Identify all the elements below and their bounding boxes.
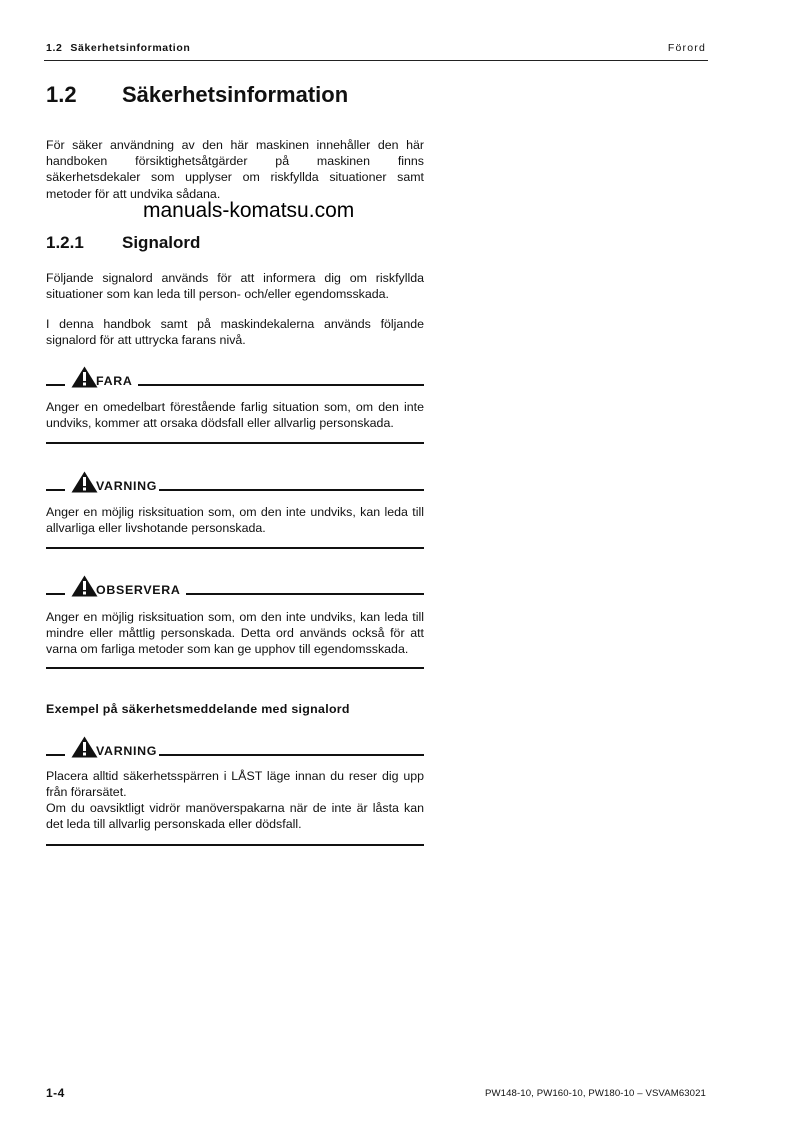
signal-line-right xyxy=(159,489,424,491)
signal-label: VARNING xyxy=(96,744,158,758)
signal-label: FARA xyxy=(96,374,133,388)
page-number: 1-4 xyxy=(46,1086,65,1100)
running-header-section xyxy=(46,42,190,54)
warning-triangle-icon xyxy=(71,736,98,758)
signal-line-left xyxy=(46,754,65,756)
signal-line-left xyxy=(46,489,65,491)
signal-line-right xyxy=(138,384,424,386)
document-code: PW148-10, PW160-10, PW180-10 – VSVAM63021 xyxy=(485,1088,706,1099)
example-signal-header xyxy=(46,736,424,758)
signal-text: Anger en möjlig risksituation som, om den inte undviks, kan leda till allvarliga eller livshotande personskada. xyxy=(46,505,424,536)
signal-bottom-rule xyxy=(46,547,424,549)
signal-line-right xyxy=(159,754,424,756)
intro-paragraph: För säker användning av den här maskinen innehåller den här handboken försiktighetsåtgärder på maskinen finns säkerhetsdekaler som upplyser om riskfyllda situationer samt metoder för att undvika sådana. xyxy=(46,138,424,201)
heading1-title: Säkerhetsinformation xyxy=(122,82,349,107)
heading2-number: 1.2.1 xyxy=(46,233,84,252)
warning-triangle-icon xyxy=(71,471,98,493)
signal-text: Anger en möjlig risksituation som, om den inte undviks, kan leda till mindre eller måttlig personskada. Detta ord används också för att varna om farliga metoder som kan ge upphov till egendomsskada. xyxy=(46,610,424,657)
heading2-title: Signalord xyxy=(122,233,201,252)
header-chapter: Förord xyxy=(667,42,706,54)
signal-line-left xyxy=(46,593,65,595)
signal-header-observera xyxy=(46,575,424,597)
header-rule xyxy=(44,60,708,61)
example-text-2: Om du oavsiktligt vidrör manöverspakarna när de inte är låsta kan det leda till allvarlig personskada eller dödsfall. xyxy=(46,801,424,832)
signal-line-left xyxy=(46,384,65,386)
header-section-number: 1.2 xyxy=(46,42,63,54)
warning-triangle-icon xyxy=(71,366,98,388)
watermark-link[interactable]: manuals-komatsu.com xyxy=(143,199,355,222)
signal-bottom-rule xyxy=(46,667,424,669)
signal-header-varning xyxy=(46,471,424,493)
warning-triangle-icon xyxy=(71,575,98,597)
example-bottom-rule xyxy=(46,844,424,846)
signal-text: Anger en omedelbart förestående farlig situation som, om den inte undviks, kommer att orsaka dödsfall eller allvarlig personskada. xyxy=(46,400,424,431)
header-section-title: Säkerhetsinformation xyxy=(70,42,191,54)
signal-intro-paragraph: Följande signalord används för att informera dig om riskfyllda situationer som kan leda till person- och/eller egendomsskada. xyxy=(46,271,424,302)
signal-bottom-rule xyxy=(46,442,424,444)
signal-line-right xyxy=(186,593,424,595)
heading1-number: 1.2 xyxy=(46,82,77,107)
signal-label: VARNING xyxy=(96,479,158,493)
example-heading: Exempel på säkerhetsmeddelande med signalord xyxy=(46,702,350,716)
signal-header-fara xyxy=(46,366,424,388)
example-text-1: Placera alltid säkerhetsspärren i LÅST läge innan du reser dig upp från förarsätet. xyxy=(46,769,424,800)
signal-label: OBSERVERA xyxy=(96,583,181,597)
signal-usage-paragraph: I denna handbok samt på maskindekalerna används följande signalord för att uttrycka farans nivå. xyxy=(46,317,424,348)
